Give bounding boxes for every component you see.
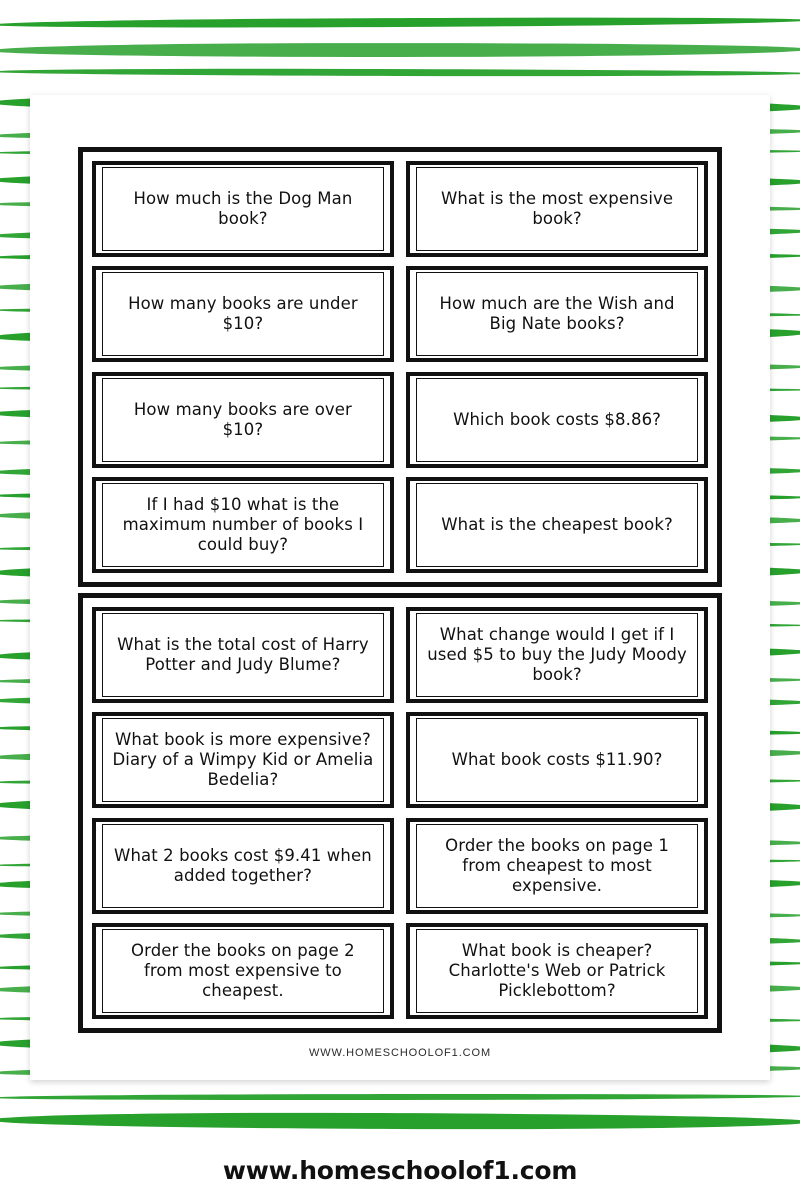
card-grid-1 <box>92 161 708 573</box>
question-card[interactable] <box>92 266 394 362</box>
question-card-frame <box>102 613 384 697</box>
brand-bar <box>0 1140 800 1200</box>
question-card-frame <box>416 718 698 802</box>
question-card[interactable] <box>92 818 394 914</box>
question-card[interactable] <box>406 818 708 914</box>
question-card[interactable] <box>406 923 708 1019</box>
question-card[interactable] <box>92 161 394 257</box>
question-card-frame <box>102 929 384 1013</box>
question-card-frame <box>416 929 698 1013</box>
sheet-footer-url: WWW.HOMESCHOOLOF1.COM <box>308 1047 492 1059</box>
question-card[interactable] <box>406 266 708 362</box>
question-card-frame <box>416 824 698 908</box>
question-card-group-page-2 <box>78 593 722 1033</box>
question-text: Order the books on page 2 from most expensive to cheapest. <box>131 941 355 1001</box>
question-card-frame <box>416 167 698 251</box>
question-card-frame <box>416 613 698 697</box>
question-text: How many books are under $10? <box>128 294 358 334</box>
question-card[interactable] <box>92 607 394 703</box>
question-text: How much is the Dog Man book? <box>133 188 353 228</box>
question-card-frame <box>416 272 698 356</box>
question-card[interactable] <box>92 477 394 573</box>
question-card-frame <box>102 272 384 356</box>
question-card[interactable] <box>92 923 394 1019</box>
question-text: How much are the Wish and Big Nate books? <box>439 294 675 334</box>
question-text: What is the most expensive book? <box>440 188 674 228</box>
background-stripe <box>0 1112 800 1130</box>
question-card-frame <box>102 378 384 462</box>
question-text: What is the cheapest book? <box>441 515 673 535</box>
card-grid-2 <box>92 607 708 1019</box>
question-text: What book is more expensive? Diary of a Wimpy Kid or Amelia Bedelia? <box>112 730 374 790</box>
brand-url: www.homeschoolof1.com <box>222 1155 578 1185</box>
question-text: What change would I get if I used $5 to buy the Judy Moody book? <box>427 624 687 684</box>
question-text: Order the books on page 1 from cheapest to most expensive. <box>445 835 669 895</box>
question-card-group-page-1 <box>78 147 722 587</box>
question-card[interactable] <box>406 477 708 573</box>
question-text: If I had $10 what is the maximum number of books I could buy? <box>122 495 364 555</box>
background-stripe <box>0 42 800 58</box>
question-text: What book costs $11.90? <box>451 750 663 770</box>
question-card-frame <box>102 483 384 567</box>
question-text: What 2 books cost $9.41 when added together? <box>114 845 372 885</box>
question-text: What book is cheaper? Charlotte's Web or Patrick Picklebottom? <box>448 941 666 1001</box>
printable-worksheet-sheet <box>30 95 770 1080</box>
question-text: What is the total cost of Harry Potter and Judy Blume? <box>117 634 369 674</box>
question-text: How many books are over $10? <box>133 399 352 439</box>
question-card[interactable] <box>92 712 394 808</box>
question-card[interactable] <box>406 372 708 468</box>
background-stripe <box>0 68 800 77</box>
background-stripe <box>0 1093 800 1101</box>
question-text: Which book costs $8.86? <box>453 409 662 429</box>
question-card-frame <box>102 167 384 251</box>
question-card[interactable] <box>406 712 708 808</box>
question-card[interactable] <box>406 161 708 257</box>
background-stripe <box>0 16 800 30</box>
question-card[interactable] <box>92 372 394 468</box>
question-card-frame <box>102 718 384 802</box>
question-card-frame <box>102 824 384 908</box>
question-card[interactable] <box>406 607 708 703</box>
question-card-frame <box>416 378 698 462</box>
worksheet-content <box>78 147 722 1059</box>
question-card-frame <box>416 483 698 567</box>
